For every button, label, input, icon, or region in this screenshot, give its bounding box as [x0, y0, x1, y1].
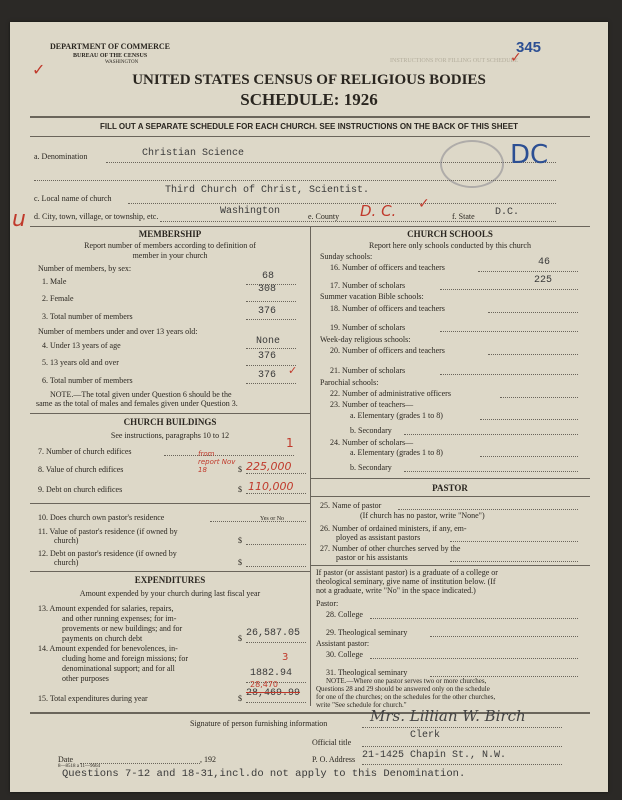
fill-line [246, 301, 296, 302]
q7-value: 1 [286, 436, 294, 450]
church-schools-intro: Report here only schools conducted by this church [369, 241, 531, 250]
fill-line [398, 509, 578, 510]
buildings-intro: See instructions, paragraphs 10 to 12 [110, 431, 230, 440]
q4-value: None [256, 336, 281, 347]
stamp-code: DC [510, 140, 549, 170]
fill-out-instruction: FILL OUT A SEPARATE SCHEDULE FOR EACH CHURCH. SEE INSTRUCTIONS ON THE BACK OF THIS SHEET [99, 122, 519, 131]
faded-instructions-header: INSTRUCTIONS FOR FILLING OUT SCHEDULE [390, 58, 518, 64]
fill-line [478, 271, 578, 272]
fill-line [246, 493, 306, 494]
assistant-pastor-label: Assistant pastor: [316, 639, 370, 648]
weekday-schools-label: Week-day religious schools: [320, 335, 411, 344]
membership-intro-1: Report number of members according to definition of [84, 241, 256, 250]
dollar-sign: $ [238, 634, 242, 643]
county-label: e. County [308, 212, 340, 221]
q14-label-2: cluding home and foreign missions; for [62, 654, 188, 663]
fill-line [430, 636, 578, 637]
city-label: WASHINGTON [105, 60, 139, 65]
q8-annotation: from report Nov 18 [198, 450, 236, 474]
yes-no-header: Yes or No [260, 516, 285, 522]
church-schools-heading: CHURCH SCHOOLS [407, 229, 493, 239]
divider [30, 503, 310, 504]
signature-label: Signature of person furnishing information [190, 719, 328, 728]
q13-label-1: 13. Amount expended for salaries, repairs, [38, 604, 174, 613]
q15-value: 28,469.99 [246, 688, 301, 699]
fill-line [450, 561, 578, 562]
q12-label-2: church) [54, 558, 79, 567]
q24-label: 24. Number of scholars— [330, 438, 414, 447]
fill-line [246, 642, 306, 643]
q19-label: 19. Number of scholars [330, 323, 406, 332]
fill-line [370, 658, 578, 659]
q17-label: 17. Number of scholars [330, 281, 406, 290]
q14-label-1: 14. Amount expended for benevolences, in- [38, 644, 178, 653]
divider [30, 116, 590, 118]
q6-value: 376 [258, 370, 277, 381]
fill-line [488, 312, 578, 313]
q25-label: 25. Name of pastor [320, 501, 382, 510]
q2-label: 2. Female [42, 294, 74, 303]
census-form-sheet [10, 22, 608, 792]
pastor-note-1: NOTE.—Where one pastor serves two or more churches, [326, 677, 487, 685]
graduate-instruction-3: not a graduate, write "No" in the space indicated.) [316, 586, 476, 595]
fill-line [246, 348, 296, 349]
date-year: , 192 [200, 755, 216, 764]
fill-line [370, 618, 578, 619]
q22-label: 22. Number of administrative officers [330, 389, 451, 398]
dollar-sign: $ [238, 485, 242, 494]
fill-line [246, 319, 296, 320]
fill-line [210, 521, 306, 522]
column-divider [310, 226, 311, 706]
q20-label: 20. Number of officers and teachers [330, 346, 445, 355]
q12-label: 12. Debt on pastor's residence (if owned by [38, 549, 177, 558]
bottom-note: Questions 7-12 and 18-31,incl.do not apply to this Denomination. [62, 768, 466, 780]
fill-line [404, 471, 578, 472]
q23-label: 23. Number of teachers— [330, 400, 414, 409]
local-name-label: c. Local name of church [34, 194, 112, 203]
fill-line [440, 289, 578, 290]
fill-line [128, 203, 556, 204]
q14-label-3: denominational support; and for all [62, 664, 175, 673]
q1-value: 68 [262, 271, 275, 282]
schedule-number: 345 [516, 39, 542, 56]
date-label: Date [58, 755, 74, 764]
q9-value: 110,000 [248, 480, 294, 493]
denomination-value: Christian Science [142, 148, 245, 159]
department-label: DEPARTMENT OF COMMERCE [50, 42, 171, 51]
fill-line [246, 383, 296, 384]
margin-mark: u [12, 207, 26, 232]
form-subtitle: SCHEDULE: 1926 [240, 90, 378, 109]
q14-correction: 3 [282, 652, 289, 663]
fill-line [362, 764, 562, 765]
q8-label: 8. Value of church edifices [38, 465, 124, 474]
expenditures-intro: Amount expended by your church during last fiscal year [79, 589, 261, 598]
q13-label-3: provements or new buildings; and for [62, 624, 183, 633]
q6-label: 6. Total number of members [42, 376, 133, 385]
fill-line [480, 456, 578, 457]
q13-label-2: and other running expenses; for im- [62, 614, 177, 623]
q9-label: 9. Debt on church edifices [38, 485, 123, 494]
q8-value: 225,000 [246, 460, 292, 473]
pastor-sub-label: Pastor: [316, 599, 339, 608]
graduate-instruction-2: theological seminary, give name of institution below. (If [316, 577, 496, 586]
expenditures-heading: EXPENDITURES [134, 575, 206, 585]
fill-line [362, 746, 562, 747]
city-field-label: d. City, town, village, or township, etc. [34, 212, 159, 221]
q21-label: 21. Number of scholars [330, 366, 406, 375]
sunday-schools-label: Sunday schools: [320, 252, 373, 261]
summer-schools-label: Summer vacation Bible schools: [320, 292, 424, 301]
members-by-sex-label: Number of members, by sex: [38, 264, 132, 273]
q14-label-4: other purposes [62, 674, 109, 683]
local-name-value: Third Church of Christ, Scientist. [165, 185, 370, 196]
membership-note-1: NOTE.—The total given under Question 6 should be the [50, 390, 232, 399]
signature-value: Mrs. Lillian W. Birch [370, 707, 526, 725]
parochial-schools-label: Parochial schools: [320, 378, 379, 387]
fill-line [246, 544, 306, 545]
membership-heading: MEMBERSHIP [138, 229, 202, 239]
pastor-note-2: Questions 28 and 29 should be answered only on the schedule [316, 685, 490, 693]
q3-value: 376 [258, 306, 277, 317]
q26-label-2: ployed as assistant pastors [336, 533, 421, 542]
age-breakdown-label: Number of members under and over 13 years old: [38, 327, 198, 336]
q1-label: 1. Male [42, 277, 67, 286]
pastor-note-3: for one of the churches; on the schedules for the other churches, [316, 693, 496, 701]
fill-line [246, 702, 306, 703]
city-field-value: Washington [220, 206, 281, 217]
q27-label-1: 27. Number of other churches served by the [320, 544, 461, 553]
fill-line [34, 180, 556, 181]
fill-line [500, 397, 578, 398]
q11-label: 11. Value of pastor's residence (if owned by [38, 527, 178, 536]
q30-label: 30. College [326, 650, 363, 659]
q15-correction: 28,470 [250, 680, 278, 689]
dollar-sign: $ [238, 536, 242, 545]
fill-line [440, 331, 578, 332]
divider [310, 565, 590, 566]
fill-line [404, 434, 578, 435]
q24b-label: b. Secondary [350, 463, 392, 472]
fill-line [362, 727, 562, 728]
q7-label: 7. Number of church edifices [38, 447, 132, 456]
q5-value: 376 [258, 351, 277, 362]
q26-label-1: 26. Number of ordained ministers, if any, em- [320, 524, 467, 533]
po-address-label: P. O. Address [312, 755, 356, 764]
q4-label: 4. Under 13 years of age [42, 341, 121, 350]
q3-label: 3. Total number of members [42, 312, 133, 321]
q23b-label: b. Secondary [350, 426, 392, 435]
pastor-heading: PASTOR [432, 483, 468, 493]
q13-label-4: payments on church debt [62, 634, 143, 643]
q11-label-2: church) [54, 536, 79, 545]
divider [30, 413, 310, 414]
divider [30, 571, 310, 572]
membership-note-2: same as the total of males and females given under Question 3. [36, 399, 238, 408]
county-value: D. C. [360, 202, 397, 220]
fill-line [160, 221, 556, 222]
po-address-value: 21-1425 Chapin St., N.W. [362, 750, 507, 761]
q10-label: 10. Does church own pastor's residence [38, 513, 165, 522]
q24a-label: a. Elementary (grades 1 to 8) [350, 448, 443, 457]
q29-label: 29. Theological seminary [326, 628, 408, 637]
check-mark-icon: ✓ [510, 50, 522, 66]
q5-label: 5. 13 years old and over [42, 358, 119, 367]
form-number: 8—8518 a 11—9664 [58, 764, 101, 769]
q13-value: 26,587.05 [246, 628, 301, 639]
q23a-label: a. Elementary (grades 1 to 8) [350, 411, 443, 420]
dollar-sign: $ [238, 465, 242, 474]
q16-label: 16. Number of officers and teachers [330, 263, 445, 272]
bureau-label: BUREAU OF THE CENSUS [73, 53, 148, 59]
fill-line [246, 566, 306, 567]
check-mark-icon: ✓ [418, 196, 430, 212]
check-mark-icon: ✓ [32, 60, 46, 79]
fill-line [450, 541, 578, 542]
state-value: D.C. [495, 207, 520, 218]
divider [30, 136, 590, 137]
dollar-sign: $ [238, 558, 242, 567]
q31-label: 31. Theological seminary [326, 668, 408, 677]
q25-hint: (If church has no pastor, write "None") [360, 511, 485, 520]
dollar-sign: $ [238, 694, 242, 703]
fill-line [488, 354, 578, 355]
fill-line [480, 419, 578, 420]
q16-value: 46 [538, 257, 551, 268]
form-title: UNITED STATES CENSUS OF RELIGIOUS BODIES [132, 72, 486, 88]
buildings-heading: CHURCH BUILDINGS [123, 417, 217, 427]
official-title-value: Clerk [410, 730, 441, 741]
q28-label: 28. College [326, 610, 363, 619]
official-title-label: Official title [312, 738, 352, 747]
check-mark-icon: ✓ [288, 364, 298, 377]
fill-line [440, 374, 578, 375]
q27-label-2: pastor or his assistants [336, 553, 408, 562]
q17-value: 225 [534, 275, 553, 286]
pastor-note-4: write "See schedule for church." [316, 701, 407, 709]
state-label: f. State [452, 212, 475, 221]
denomination-label: a. Denomination [34, 152, 88, 161]
membership-intro-2: member in your church [132, 251, 208, 260]
divider [310, 496, 590, 497]
fill-line [246, 473, 306, 474]
q15-label: 15. Total expenditures during year [38, 694, 148, 703]
q2-value: 308 [258, 284, 277, 295]
graduate-instruction-1: If pastor (or assistant pastor) is a graduate of a college or [316, 568, 498, 577]
q14-value: 1882.94 [250, 668, 293, 679]
q18-label: 18. Number of officers and teachers [330, 304, 445, 313]
divider [310, 478, 590, 479]
